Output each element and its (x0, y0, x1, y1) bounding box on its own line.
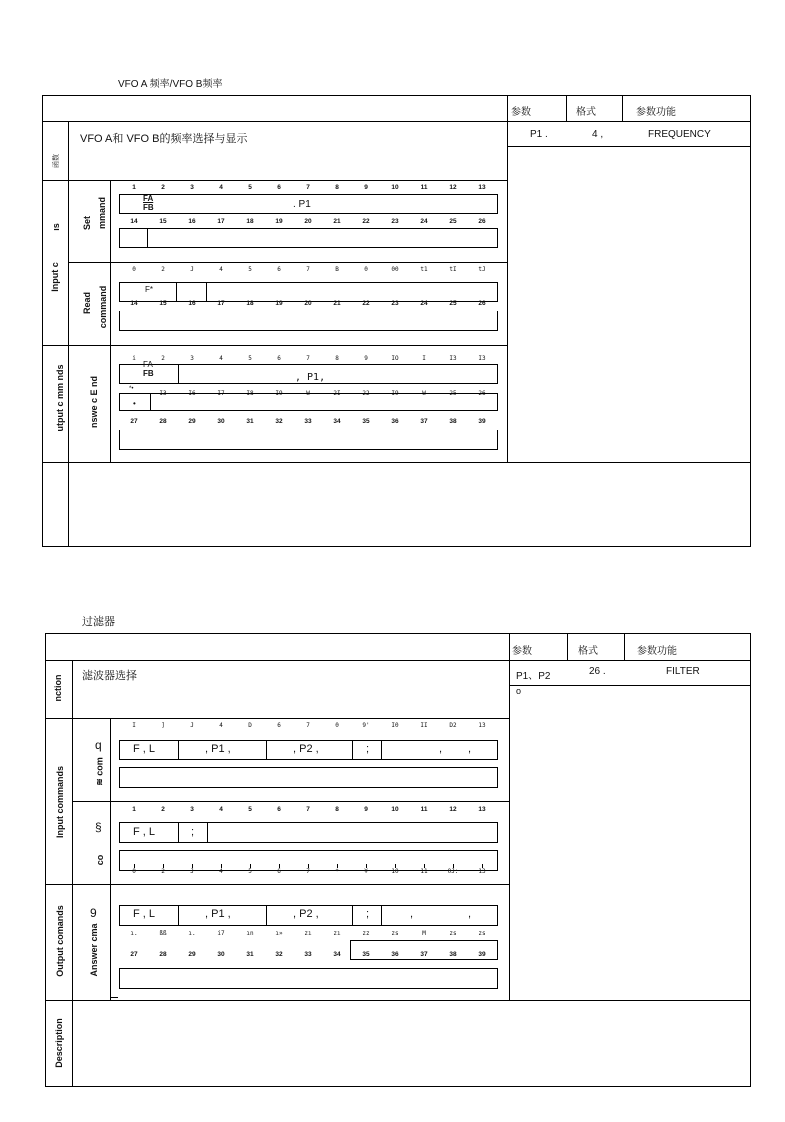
s1-ans-col-10: IO (391, 355, 399, 362)
s1-param-func: FREQUENCY (648, 129, 711, 140)
s2-read-d2 (207, 822, 208, 843)
s2-set-col-12: D2 (449, 722, 457, 729)
s2-read-col-13: 13 (478, 806, 486, 813)
s2-set-d2 (266, 740, 267, 760)
s1-set-box2-div (147, 228, 148, 248)
s1-read-col-12: tI (449, 266, 457, 273)
s1-read-col2-6: 19 (275, 300, 283, 307)
s1-read-label: Read (82, 292, 92, 315)
s1-col-line (68, 121, 69, 547)
s1-set-col2-10: 23 (391, 218, 399, 225)
s1-read-col-1: 0 (132, 266, 136, 273)
s2-out-col3-1: 27 (130, 951, 138, 958)
s2-out-col-1: 0 (132, 868, 136, 875)
s2-header-format: 格式 (578, 646, 598, 657)
s2-out-col2-1: ı. (130, 930, 138, 937)
s1-read-col-11: t1 (420, 266, 428, 273)
s2-read-d1 (178, 822, 179, 843)
s1-read-col2-4: 17 (217, 300, 225, 307)
s1-set-col-8: 8 (335, 184, 339, 191)
s1-set-fa: FA (143, 194, 154, 203)
s1-set-col2-6: 19 (275, 218, 283, 225)
s2-set-c1: , (439, 743, 443, 755)
s1-set-fb: FB (143, 203, 154, 212)
s2-read-col-3: 3 (190, 806, 194, 813)
s2-out-col-4: 4 (219, 868, 223, 875)
s1-ans-col2-8: 22 (362, 390, 370, 397)
s2-set-mark: q (95, 738, 102, 752)
s2-set-semi: ; (366, 743, 370, 755)
s1-set-col-4: 4 (219, 184, 223, 191)
s1-read-col2-5: 18 (246, 300, 254, 307)
s1-ans-col-1: i (132, 355, 136, 362)
s2-read-col-4: 4 (219, 806, 223, 813)
s1-ans-col3-6: 32 (275, 418, 283, 425)
s1-hline3 (42, 180, 507, 181)
s1-set-col2-3: 16 (188, 218, 196, 225)
s2-set-col-2: ] (161, 722, 165, 729)
s2-out-d1 (178, 905, 179, 926)
s2-out-p1: , P1 , (205, 908, 231, 920)
s1-ans-col3-5: 31 (246, 418, 254, 425)
s2-hline1 (45, 660, 751, 661)
s2-input-label: Input commands (55, 766, 65, 839)
s1-set-col-5: 5 (248, 184, 252, 191)
s1-ans-col2-12: 26 (478, 390, 486, 397)
s1-ans-box3 (119, 430, 498, 450)
s2-out-d4 (381, 905, 382, 926)
s1-set-col2-1: 14 (130, 218, 138, 225)
s2-set-col-5: D (248, 722, 252, 729)
s2-out-col-13: 13 (478, 868, 486, 875)
s2-set-box2 (119, 767, 498, 788)
s2-col-line (72, 660, 73, 1087)
s1-read-col-4: 4 (219, 266, 223, 273)
s1-read-box2 (119, 311, 498, 331)
s2-out-col2-11: M (422, 930, 426, 937)
s1-header-param: 参数 (511, 107, 531, 118)
s1-set-col-7: 7 (306, 184, 310, 191)
s2-out-col-12: 0J: (447, 868, 459, 875)
s2-read-col-2: 2 (161, 806, 165, 813)
s1-input-label-b: ıs (51, 223, 61, 231)
s2-out-col3-11: 37 (420, 951, 428, 958)
s1-set-col-1: 1 (132, 184, 136, 191)
s1-read-col-3: J (190, 266, 194, 273)
s2-out-col-7: 7 (306, 868, 310, 875)
s1-ans-col-3: 3 (190, 355, 194, 362)
s1-set-col-9: 9 (364, 184, 368, 191)
s2-out-col3-6: 32 (275, 951, 283, 958)
s1-ans-col-6: 6 (277, 355, 281, 362)
s2-out-col-10: 10 (391, 868, 399, 875)
s1-read-f: F* (145, 285, 153, 294)
s2-set-p2: , P2 , (293, 743, 319, 755)
s2-out-col2-9: zz (362, 930, 370, 937)
s2-hline2 (509, 685, 751, 686)
s2-read-col-8: 8 (335, 806, 339, 813)
s2-out-col-9: ¥ (364, 868, 368, 875)
s1-ans-col-11: I (422, 355, 426, 362)
s1-read-col2-2: 15 (159, 300, 167, 307)
s1-ans-dot: • (133, 399, 136, 408)
s1-read-label2: command (98, 285, 108, 329)
s2-set-col-1: I (132, 722, 136, 729)
s2-out-col3-8: 34 (333, 951, 341, 958)
s1-set-col-3: 3 (190, 184, 194, 191)
s1-read-col2-1: 14 (130, 300, 138, 307)
s2-hdr-div1 (567, 633, 568, 660)
s2-out-col3-5: 31 (246, 951, 254, 958)
s1-ans-p1: , P1, (295, 372, 326, 383)
s1-ans-box2-div (150, 393, 151, 411)
s2-param-func: FILTER (666, 666, 700, 677)
s1-ans-div1 (178, 364, 179, 384)
s1-read-col2-10: 23 (391, 300, 399, 307)
s2-read-mark2: co (95, 854, 105, 866)
s1-ans-col-12: I3 (449, 355, 457, 362)
s2-set-col-3: J (190, 722, 194, 729)
s1-ans-col2-4: I8 (246, 390, 254, 397)
s2-read-semi: ; (191, 826, 195, 838)
s2-out-col3-3: 29 (188, 951, 196, 958)
s1-ans-box2 (119, 393, 498, 411)
s1-set-col2-11: 24 (420, 218, 428, 225)
s2-out-fl: F , L (133, 908, 156, 920)
section2-caption: 过滤器 (82, 616, 115, 628)
s2-out-col2-3: ı. (188, 930, 196, 937)
s1-ans-col2-11: 25 (449, 390, 457, 397)
s1-read-col2-7: 20 (304, 300, 312, 307)
s2-read-col-12: 12 (449, 806, 457, 813)
s1-read-col-7: 7 (306, 266, 310, 273)
s2-hline3 (45, 718, 509, 719)
s1-ans-col3-10: 36 (391, 418, 399, 425)
s1-ans-col-13: I3 (478, 355, 486, 362)
s1-ans-star: *• (129, 386, 134, 392)
s1-ans-fb: FB (143, 369, 154, 378)
s2-out-col2-4: i7 (217, 930, 225, 937)
s1-read-col-9: 0 (364, 266, 368, 273)
s1-ans-col-9: 9 (364, 355, 368, 362)
s1-set-col2-9: 22 (362, 218, 370, 225)
s2-description-label: Description (54, 1018, 64, 1068)
s2-out-semi: ; (366, 908, 370, 920)
s1-hline1 (42, 121, 751, 122)
s2-set-d3 (352, 740, 353, 760)
s2-hline4 (72, 801, 509, 802)
s2-header-param: 参数 (512, 646, 532, 657)
s2-read-box1 (119, 822, 498, 843)
s2-out-col-8: * (335, 868, 339, 875)
s1-ans-col3-8: 34 (333, 418, 341, 425)
s1-ans-col3-3: 29 (188, 418, 196, 425)
s2-out-col2-8: zı (333, 930, 341, 937)
s1-read-div1 (176, 282, 177, 302)
s2-out-c1: , (410, 908, 414, 920)
s1-ans-col3-12: 38 (449, 418, 457, 425)
s1-read-col-5: 5 (248, 266, 252, 273)
s2-out-leftbracket (110, 940, 111, 997)
s2-out-c2: , (468, 908, 472, 920)
s1-read-col-13: tJ (478, 266, 486, 273)
s1-ans-col3-4: 30 (217, 418, 225, 425)
s1-set-col2-8: 21 (333, 218, 341, 225)
s2-out-col3-13: 39 (478, 951, 486, 958)
s1-param-format: 4 , (592, 129, 604, 140)
s1-ans-col3-11: 37 (420, 418, 428, 425)
s2-out-col3-9: 35 (362, 951, 370, 958)
s1-set-col2-4: 17 (217, 218, 225, 225)
s2-set-col-13: 13 (478, 722, 486, 729)
s1-set-col-6: 6 (277, 184, 281, 191)
s2-out-col2-5: ın (246, 930, 254, 937)
s1-read-col2-11: 24 (420, 300, 428, 307)
s1-ans-col-4: 4 (219, 355, 223, 362)
s1-set-col2-13: 26 (478, 218, 486, 225)
s1-ans-col2-5: I9 (275, 390, 283, 397)
s1-set-col2-2: 15 (159, 218, 167, 225)
s1-header-func: 参数功能 (636, 107, 676, 118)
s1-right-col (507, 95, 508, 462)
s1-output-label: utput c mm nds (55, 364, 65, 432)
s1-set-p1: . P1 (293, 199, 311, 210)
s2-set-col-10: I0 (391, 722, 399, 729)
s2-read-col-9: 9 (364, 806, 368, 813)
s2-set-col-9: 9' (362, 722, 370, 729)
s1-set-box2 (119, 228, 498, 248)
s1-hline5 (42, 345, 507, 346)
s1-ans-col2-2: I6 (188, 390, 196, 397)
s2-set-col-11: II (420, 722, 428, 729)
s2-out-col2-2: ßß (159, 930, 167, 937)
s1-function-label: 函数 (53, 154, 60, 168)
s1-ans-col2-6: W (306, 390, 310, 397)
s1-ans-col-2: 2 (161, 355, 165, 362)
s2-out-p2: , P2 , (293, 908, 319, 920)
s2-right-col (509, 633, 510, 1000)
s1-hline2 (507, 146, 751, 147)
s1-input-label: Input c (50, 262, 60, 292)
s1-set-col2-7: 20 (304, 218, 312, 225)
s2-out-col2-12: zs (449, 930, 457, 937)
s1-ans-col2-1: I3 (159, 390, 167, 397)
s2-function-label: nction (53, 674, 63, 702)
s1-read-col-6: 6 (277, 266, 281, 273)
s2-out-col2-7: zı (304, 930, 312, 937)
s2-out-d3 (352, 905, 353, 926)
s2-out-col3-10: 36 (391, 951, 399, 958)
s2-out-col2-6: ı» (275, 930, 283, 937)
s1-read-col-8: B (335, 266, 339, 273)
s2-ans-mark2: Answer cma (89, 923, 99, 977)
s1-read-col-2: 2 (161, 266, 165, 273)
s2-out-col3-4: 30 (217, 951, 225, 958)
s2-read-col-7: 7 (306, 806, 310, 813)
s2-read-mark: § (95, 820, 102, 834)
s1-hline4 (68, 262, 507, 263)
s2-out-col3-2: 28 (159, 951, 167, 958)
s2-set-d4 (381, 740, 382, 760)
s1-ans-col3-9: 35 (362, 418, 370, 425)
s2-hdr-div2 (624, 633, 625, 660)
s1-set-label: Set (82, 216, 92, 231)
s1-read-col2-8: 21 (333, 300, 341, 307)
s1-set-col2-12: 25 (449, 218, 457, 225)
s1-ans-col-8: 8 (335, 355, 339, 362)
s1-header-format: 格式 (576, 107, 596, 118)
s1-set-col-10: 10 (391, 184, 399, 191)
s2-hline5 (45, 884, 509, 885)
s2-out-col2-10: zs (391, 930, 399, 937)
s1-read-col-10: 00 (391, 266, 399, 273)
s1-param-p1: P1 . (530, 129, 548, 140)
s2-out-bottomline (110, 997, 118, 998)
s2-read-col-10: 10 (391, 806, 399, 813)
s1-ans-col3-2: 28 (159, 418, 167, 425)
s1-read-col2-13: 26 (478, 300, 486, 307)
s1-set-col-11: 11 (420, 184, 428, 191)
s2-output-label: Output comands (55, 905, 65, 977)
s2-set-p1: , P1 , (205, 743, 231, 755)
s1-function-text: VFO A和 VFO B的频率选择与显示 (80, 133, 248, 145)
s2-out-col3-7: 33 (304, 951, 312, 958)
s2-out-col-5: 5 (248, 868, 252, 875)
s2-set-col-8: 0 (335, 722, 339, 729)
s2-read-col-6: 6 (277, 806, 281, 813)
s1-ans-col2-3: I7 (217, 390, 225, 397)
s1-hdr-div1 (566, 95, 567, 121)
s2-out-col2-13: zs (478, 930, 486, 937)
s1-hdr-div2 (622, 95, 623, 121)
s2-set-d1 (178, 740, 179, 760)
s1-answer-label: nswe c E nd (89, 376, 99, 429)
s1-read-col2-3: 16 (188, 300, 196, 307)
s1-ans-col3-7: 33 (304, 418, 312, 425)
s2-set-fl: F , L (133, 743, 156, 755)
s2-set-col-6: 6 (277, 722, 281, 729)
s2-out-col-3: J (190, 868, 194, 875)
s2-out-col-2: 2 (161, 868, 165, 875)
s1-ans-col-7: 7 (306, 355, 310, 362)
s2-out-box3 (119, 968, 498, 989)
s2-param-p: P1、P2 (516, 671, 551, 682)
s2-function-text: 滤波器选择 (82, 670, 137, 682)
s1-set-col-13: 13 (478, 184, 486, 191)
s1-ans-col2-9: I9 (391, 390, 399, 397)
s2-out-d2 (266, 905, 267, 926)
s1-set-col2-5: 18 (246, 218, 254, 225)
s2-set-mark2: ≋ com (94, 757, 105, 786)
s2-out-col3-12: 38 (449, 951, 457, 958)
s2-out-col-6: 6 (277, 868, 281, 875)
s2-read-fl: F , L (133, 826, 156, 838)
s1-hline6 (42, 462, 751, 463)
s2-param-format: 26 . (589, 666, 606, 677)
s1-ans-col-5: 5 (248, 355, 252, 362)
section1-caption: VFO A 频率/VFO B频率 (118, 79, 223, 90)
s1-ans-col3-1: 27 (130, 418, 138, 425)
s2-set-c2: , (468, 743, 472, 755)
s2-read-col-1: 1 (132, 806, 136, 813)
s2-ans-mark: 9 (90, 906, 97, 920)
s2-set-col-7: 7 (306, 722, 310, 729)
s1-ans-col2-7: 2I (333, 390, 341, 397)
s1-ans-col2-10: W (422, 390, 426, 397)
s2-hline6 (45, 1000, 751, 1001)
s2-param-extra: o (516, 686, 522, 696)
s1-read-col2-12: 25 (449, 300, 457, 307)
s1-col-line2 (110, 180, 111, 462)
s1-set-col-2: 2 (161, 184, 165, 191)
s2-header-func: 参数功能 (637, 646, 677, 657)
s1-ans-col3-13: 39 (478, 418, 486, 425)
s1-read-div2 (206, 282, 207, 302)
s2-out-col-11: 11 (420, 868, 428, 875)
s1-ans-fa: FA (143, 360, 153, 369)
s1-read-col2-9: 22 (362, 300, 370, 307)
s1-set-label2: mmand (97, 197, 107, 230)
s2-read-col-5: 5 (248, 806, 252, 813)
s2-read-col-11: 11 (420, 806, 428, 813)
s1-set-col-12: 12 (449, 184, 457, 191)
s2-set-col-4: 4 (219, 722, 223, 729)
